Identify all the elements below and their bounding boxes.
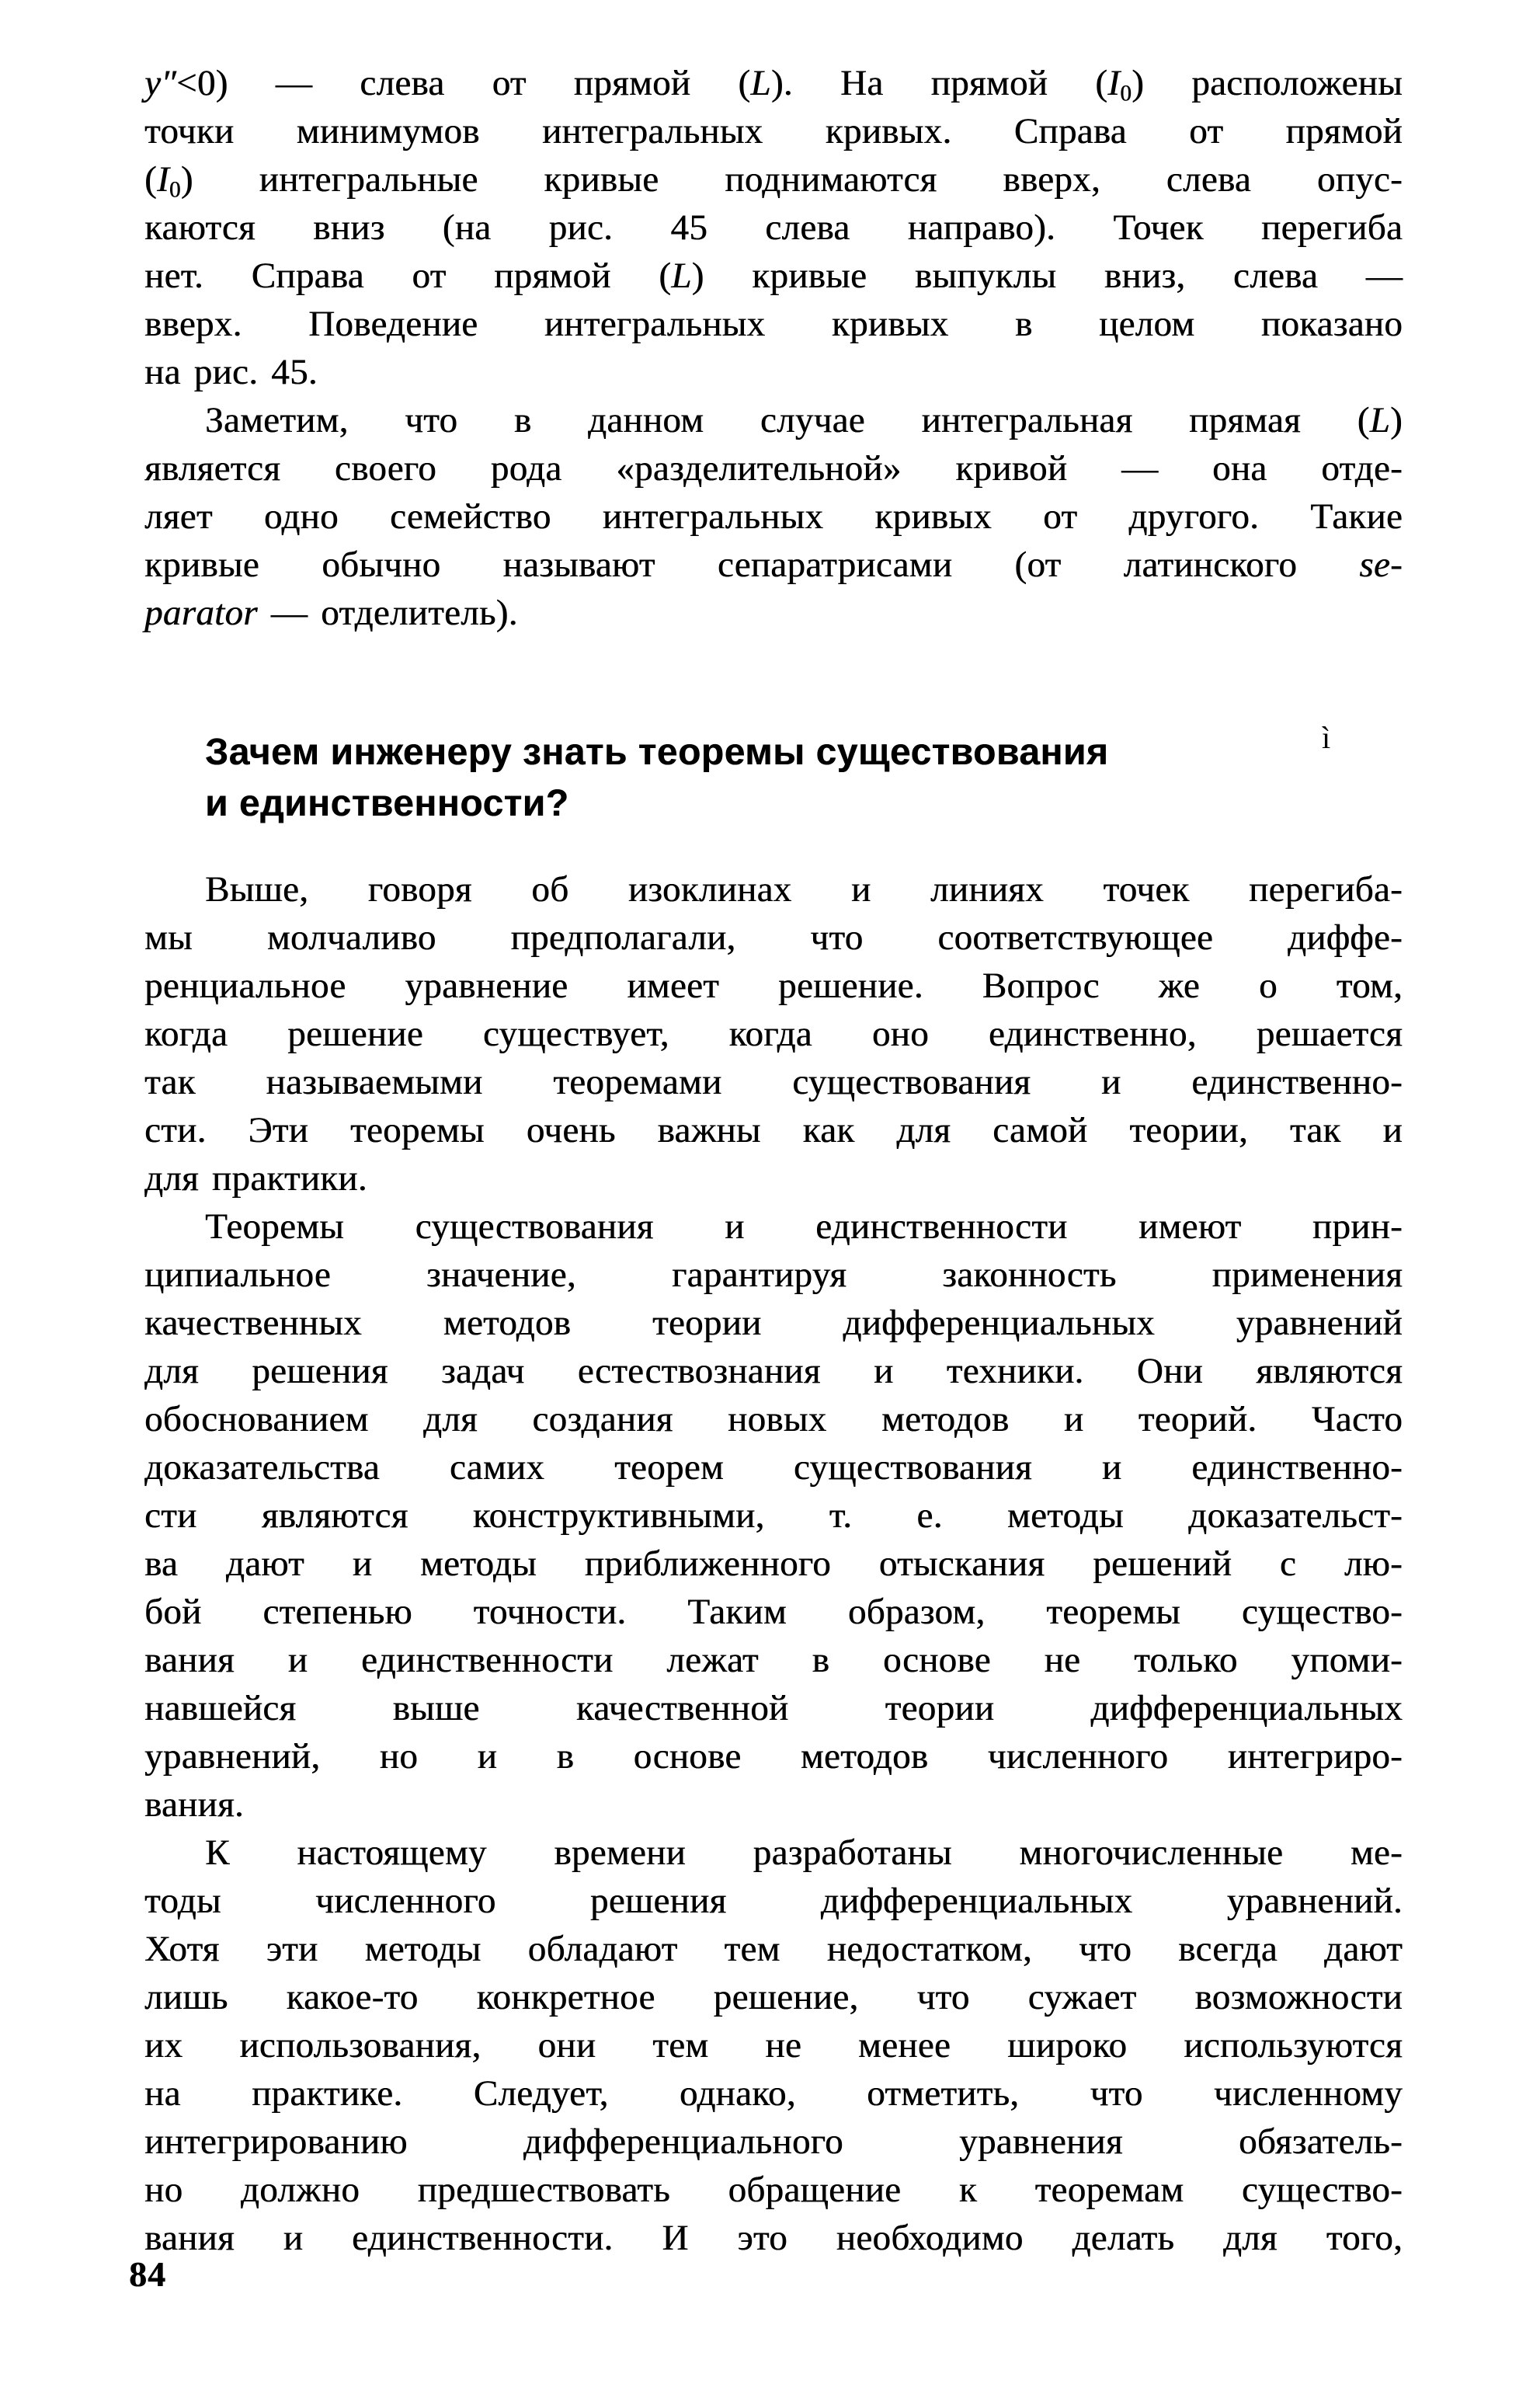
text-line: К настоящему времени разработаны многочисленные ме- <box>205 1832 1403 1873</box>
text-line: каются вниз (на рис. 45 слева направо). Точек перегиба <box>144 207 1403 248</box>
scan-artifact-mark: ì <box>1322 720 1331 755</box>
text-line: бой степенью точности. Таким образом, теоремы существо- <box>144 1592 1403 1632</box>
text-line: кривые обычно называют сепаратрисами (от латинского se- <box>144 545 1403 585</box>
text-line: является своего рода «разделительной» кривой — она отде- <box>144 448 1403 489</box>
paragraph-3 <box>144 865 1403 1202</box>
text-line: навшейся выше качественной теории дифференциальных <box>144 1688 1403 1728</box>
text-line: вания и единственности. И это необходимо делать для того, <box>144 2218 1403 2258</box>
text-line: обоснованием для создания новых методов и теорий. Часто <box>144 1399 1403 1439</box>
text-line: лишь какое-то конкретное решение, что сужает возможности <box>144 1977 1403 2017</box>
paragraph-2 <box>144 396 1403 637</box>
text-line: доказательства самих теорем существования и единственно- <box>144 1447 1403 1488</box>
text-line: parator — отделитель). <box>144 593 518 633</box>
page-number: 84 <box>129 2254 166 2294</box>
text-line: но должно предшествовать обращение к теоремам существо- <box>144 2170 1403 2210</box>
text-line: нет. Справа от прямой (L) кривые выпуклы вниз, слева — <box>144 256 1403 296</box>
text-line: интегрированию дифференциального уравнения обязатель- <box>144 2121 1403 2162</box>
paragraph-5 <box>144 1829 1403 2262</box>
text-line: точки минимумов интегральных кривых. Справа от прямой <box>144 111 1403 151</box>
text-line: для практики. <box>144 1158 367 1199</box>
text-line: сти являются конструктивными, т. е. методы доказательст- <box>144 1495 1403 1536</box>
text-line: их использования, они тем не менее широко используются <box>144 2025 1403 2066</box>
paragraph-4 <box>144 1202 1403 1829</box>
text-line: ципиальное значение, гарантируя законность применения <box>144 1255 1403 1295</box>
text-line: вания. <box>144 1784 244 1825</box>
section-heading <box>144 727 1403 830</box>
section-heading-line-1: Зачем инженеру знать теоремы существования <box>205 732 1109 773</box>
section-heading-line-2: и единственности? <box>205 783 569 824</box>
text-line: Хотя эти методы обладают тем недостатком, что всегда дают <box>144 1929 1403 1969</box>
text-line: так называемыми теоремами существования и единственно- <box>144 1062 1403 1102</box>
text-line: качественных методов теории дифференциальных уравнений <box>144 1303 1403 1343</box>
text-line: Выше, говоря об изоклинах и линиях точек перегиба- <box>205 869 1403 910</box>
text-line: ренциальное уравнение имеет решение. Вопрос же о том, <box>144 966 1403 1006</box>
text-line: сти. Эти теоремы очень важны как для самой теории, так и <box>144 1110 1403 1150</box>
text-line: вания и единственности лежат в основе не только упоми- <box>144 1640 1403 1680</box>
text-line: уравнений, но и в основе методов численного интегриро- <box>144 1736 1403 1777</box>
paragraph-1 <box>144 59 1403 396</box>
text-line: на практике. Следует, однако, отметить, что численному <box>144 2073 1403 2114</box>
text-line: Заметим, что в данном случае интегральная прямая (L) <box>205 400 1403 440</box>
text-line: для решения задач естествознания и техники. Они являются <box>144 1351 1403 1391</box>
text-line: Теоремы существования и единственности имеют прин- <box>205 1206 1403 1247</box>
page-content <box>144 59 1403 2262</box>
text-line: ляет одно семейство интегральных кривых от другого. Такие <box>144 496 1403 537</box>
text-line: когда решение существует, когда оно единственно, решается <box>144 1014 1403 1054</box>
text-line: вверх. Поведение интегральных кривых в целом показано <box>144 304 1403 344</box>
text-line: тоды численного решения дифференциальных уравнений. <box>144 1881 1403 1921</box>
text-line: ва дают и методы приближенного отыскания решений с лю- <box>144 1544 1403 1584</box>
text-line: $(I_0)$ интегральные кривые поднимаются вверх, слева опус- <box>144 159 1403 203</box>
text-line: y″<0) — слева от прямой (L). На прямой $(I_0)$ расположены <box>144 63 1403 106</box>
text-line: на рис. 45. <box>144 352 318 392</box>
text-line: мы молчаливо предполагали, что соответствующее диффе- <box>144 917 1403 958</box>
